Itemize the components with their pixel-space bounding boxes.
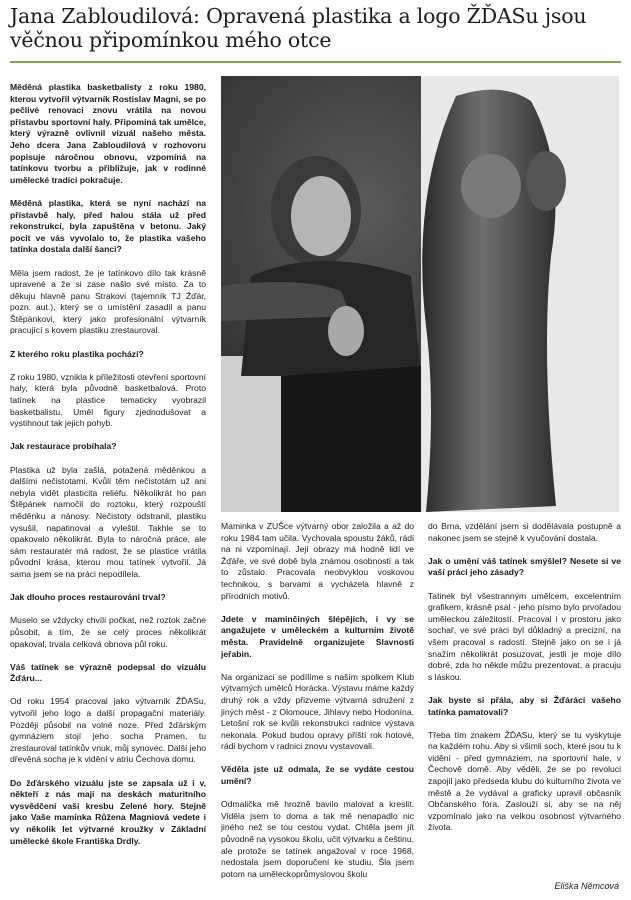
interview-answer: Muselo se vždycky chvíli počkat, než roztok začne působit, a tím, že se celý proces několikrát opakoval, trvala celková obnova půl roku. (10, 615, 206, 649)
column-2 (221, 521, 414, 892)
interview-answer: do Brna, vzdělání jsem si dodělávala postupně a nakonec jsem se stejně k vyučování dostala. (428, 521, 621, 543)
column-1 (10, 82, 206, 859)
interview-question: Jak o umění váš tatínek smýšlel? Nesete si ve vaší práci jeho zásady? (428, 555, 621, 578)
title-divider (10, 61, 621, 63)
interview-answer: Měla jsem radost, že je tatínkovo dílo tak krásně upravené a že si zase našlo své místo. Za to děkuju hlavně panu Strakovi (tajemník TJ Žďár, pozn. aut.), který se o umístění zasadil a panu Štěpánkovi, který jako profesionální výtvarník pracující s kovem plastiku zrestauroval. (10, 267, 206, 336)
author-byline: Eliška Němcová (554, 881, 619, 891)
article-title: Jana Zabloudilová: Opravená plastika a logo ŽĎASu jsou věčnou připomínkou mého otce (10, 4, 587, 52)
interview-question: Jdete v maminčiných šlépějích, i vy se angažujete v uměleckém a kulturním životě města. Pravidelně organizujete Slavnosti jeřabin. (221, 613, 414, 659)
interview-question: Jak dlouho proces restaurování trval? (10, 592, 166, 603)
interview-question: Jak restaurace probíhala? (10, 441, 117, 452)
article-lead: Měděná plastika basketbalisty z roku 1980, kterou vytvořil výtvarník Rostislav Magni, se po pečlivé renovaci znovu vrátila na novou přístavbu sportovní haly. Připomíná tak umělce, který výrazně ovlivnil vizuál našeho města. Jeho dcera Jana Zabloudilová v rozhovoru popisuje náročnou obnovu, vzpomíná na tatínkovu tvorbu a přibližuje, jak v rodinné umělecké tradici pokračuje. (10, 82, 206, 185)
interview-answer: Od roku 1954 pracoval jako výtvarník ŽĎASu, vytvořil jeho logo a další propagační materiály. Později působil na volné noze. Před žďárským gymnáziem stojí jeho socha Pramen, tu zrestauroval tatínkův vnuk, můj synovec. Další jeho dřevěná socha je k vidění v atriu Čechova domu. (10, 696, 206, 765)
interview-question: Do žďárského vizuálu jste se zapsala už i v, někteří z nás mají na deskách maturitního vysvědčení vaši kresbu Zelené hory. Stejně jako Vaše maminka Růžena Magniová vedete i vy několik let výtvarné kroužky v Základní umělecké škole Františka Drdly. (10, 777, 206, 846)
interview-answer: Maminka v ZUŠce výtvarný obor založila a až do roku 1984 tam učila. Vychovala spoustu žáků, rádi na ni vzpomínají. Její obrazy má hodně lidí ve Žďáře, ve své době byla známou osobností a tak to zůstalo. Pracovala neobvyklou voskovou technikou, s barvami a vycházela hlavně z přírodních motivů. (221, 521, 414, 601)
interview-answer: Z roku 1980, vznikla k příležitosti otevření sportovní haly, která byla původně basketbalová. Proto tatínek na plastice tematicky vyobrazil basketbalistu. Uměl figury zjednodušovat a vystihnout tak jejich pohyb. (10, 371, 206, 429)
interview-question: Měděná plastika, která se nyní nachází na přístavbě haly, před halou stála už před rekonstrukcí, byla zapuštěna v betonu. Jaký pocit ve vás vyvolalo to, že plastika vašeho tatínka dostala další šanci? (10, 197, 206, 255)
interview-question: Váš tatínek se výrazně podepsal do vizuálu Žďáru... (10, 661, 206, 684)
interview-question: Věděla jste už odmala, že se vydáte cestou umění? (221, 764, 414, 787)
interview-answer: Tatinek byl všestranným umělcem, excelentním grafikem, krásně psal - jeho písmo bylo prvořadou uměleckou záležitostí. Pracoval i v prostoru jako sochař, ve své práci byl důkladný a precizní, na všem pracoval s radostí. Stejně jako on se i já snažím několikrát posuzovat, jestli je moje dílo dobré, zda ho někde můžu prezentovat, a pracuju s láskou. (428, 590, 621, 682)
interview-question: Jak byste si přála, aby si Žďáráci vašeho tatínka pamatovali? (428, 694, 621, 717)
column-3 (428, 521, 621, 846)
photo-illustration (221, 76, 619, 512)
photo-artist-with-sculpture (221, 76, 619, 512)
interview-question: Z kterého roku plastika pochází? (10, 348, 144, 359)
interview-answer: Třeba tím znakem ŽĎASu, který se tu vyskytuje na každém rohu. Aby si všimli soch, které jsou tu k vidění - před gymnáziem, na sportovní hale, v Čechově domě. Aby věděli, že se po revoluci zapojil jako předseda klubu do kulturního života ve městě a že vydával a graficky upravil občasník Občanského fóra. Zaslouží si, aby se na něj vzpomínalo jako na velkou osobnost výtvarného života. (428, 729, 621, 833)
interview-answer: Plastika už byla zašlá, potažená měděnkou a dalšími nečistotami. Kvůli těm nečistotám už ani nebyla vidět plasticita reliéfu. Několikrát ho pan Štěpánek namočil do roztoku, který rozpouští měděnku a nánosy. Nečistoty odstranil, plastiku vysušil, napatinoval a vyleštil. Takhle se to opakovalo několikrát. Byla to náročná práce, ale sám restauratér má radost, že se plastice vrátila původní krása, kterou mou tatínek vytvořil. Já sama jsem se na práci nepodílela. (10, 464, 206, 579)
interview-answer: Odmalička mě hrozně bavilo malovat a kreslit. Viděla jsem to doma a tak mě nenapadlo nic jiného než se tou cestou vydat. Chtěla jsem jít původně na vysokou školu, učit výtvarku a češtinu, ale protože se tatínek angažoval v roce 1968, nedostala jsem doporučení ke studiu. Šla jsem potom na uměleckoprůmyslovou školu (221, 799, 414, 879)
interview-answer: Na organizaci se podílíme s naším spolkem Klub výtvarných umělců Horácka. Výstavu máme každý druhý rok a vždy přizveme výtvarná sdružení z jiných měst - z Olomouce, Jihlavy nebo Hodonína. Letošní rok se kvůli rekonstrukci radnice výstava nekonala. Pokud budou opravy příští rok hotové, rádi bychom v radnici znovu vystavovali. (221, 671, 414, 752)
